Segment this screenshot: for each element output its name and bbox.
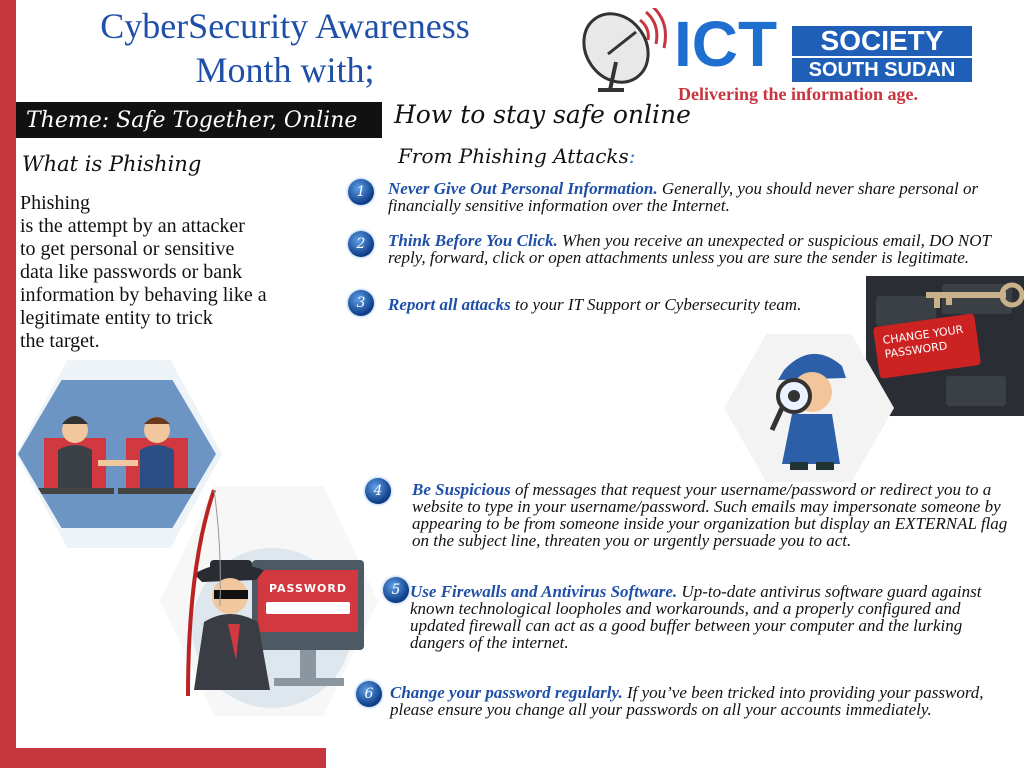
- tip-4-text: of messages that request your username/password or redirect you to a website to type in your username/password. Such emails may impersonate someone by appearing to be from someone inside your organization but display an EXTERNAL flag on the subject line, threaten you or urgently persuade you to act.: [412, 480, 1008, 550]
- tip-1: [388, 180, 1014, 214]
- tip-3: [388, 296, 898, 313]
- tip-2: [388, 232, 1002, 266]
- title-line-2: Month with;: [195, 50, 375, 90]
- tip-2-text: When you receive an unexpected or suspicious email, DO NOT reply, forward, click or open attachments unless you are sure the sender is legitimate.: [388, 231, 991, 267]
- tip-1-lead: Never Give Out Personal Information.: [388, 179, 658, 198]
- tip-number-5: 5: [383, 577, 409, 603]
- tip-number-1: 1: [348, 179, 374, 205]
- tip-number-2: 2: [348, 231, 374, 257]
- tip-5: [410, 583, 1010, 651]
- subtitle-colon: :: [628, 144, 636, 168]
- satellite-dish-icon: [578, 8, 678, 94]
- logo-ict-text: ICT: [674, 8, 778, 80]
- tip-5-text: Up-to-date antivirus software guard against known technological loopholes and workarounds, and a properly configured and updated firewall can act as a good buffer between your computer and the lurking dangers of the internet.: [410, 582, 982, 652]
- tip-5-lead: Use Firewalls and Antivirus Software.: [410, 582, 678, 601]
- title-line-1: CyberSecurity Awareness: [100, 6, 470, 46]
- tip-3-lead: Report all attacks: [388, 295, 511, 314]
- tip-3-text: to your IT Support or Cybersecurity team.: [510, 295, 802, 314]
- logo-tagline: Delivering the information age.: [678, 84, 918, 104]
- tip-6-text: If you’ve been tricked into providing your password, please ensure you change all your passwords on all your accounts immediately.: [390, 683, 984, 719]
- tip-2-lead: Think Before You Click.: [388, 231, 558, 250]
- detective-magnifier-icon: [764, 340, 860, 472]
- key-icon: [916, 276, 1024, 316]
- keyboard-image: [866, 276, 1024, 416]
- tip-6: [390, 684, 990, 718]
- page-title: [20, 4, 550, 92]
- fishing-rod-icon: [184, 486, 224, 706]
- tip-4: [412, 481, 1010, 549]
- left-accent-bar: [0, 0, 16, 768]
- laptop-people-icon: [28, 400, 208, 510]
- section-title: How to stay safe online: [394, 100, 691, 129]
- tip-6-lead: Change your password regularly.: [390, 683, 623, 702]
- tip-4-lead: Be Suspicious: [412, 480, 511, 499]
- logo-region-text: SOUTH SUDAN: [792, 58, 972, 82]
- what-is-heading: What is Phishing: [22, 152, 202, 176]
- bottom-accent-bar: [16, 748, 326, 768]
- section-subtitle-text: From Phishing Attacks: [398, 144, 629, 168]
- password-screen-label: PASSWORD: [268, 582, 347, 595]
- section-subtitle: [398, 144, 636, 168]
- change-password-key-text: CHANGE YOUR PASSWORD: [881, 322, 965, 361]
- hacker-image: [184, 540, 364, 716]
- what-is-body: Phishing is the attempt by an attacker to get personal or sensitive data like passwords or bank information by behaving like a legitimate entity to trick the target.: [20, 192, 267, 352]
- theme-banner: Theme: Safe Together, Online: [16, 102, 382, 138]
- ict-society-logo: [578, 4, 978, 104]
- logo-society-text: SOCIETY: [792, 26, 972, 56]
- tip-number-3: 3: [348, 290, 374, 316]
- tip-number-6: 6: [356, 681, 382, 707]
- tip-number-4: 4: [365, 478, 391, 504]
- tip-1-text: Generally, you should never share personal or financially sensitive information over the Internet.: [388, 179, 979, 215]
